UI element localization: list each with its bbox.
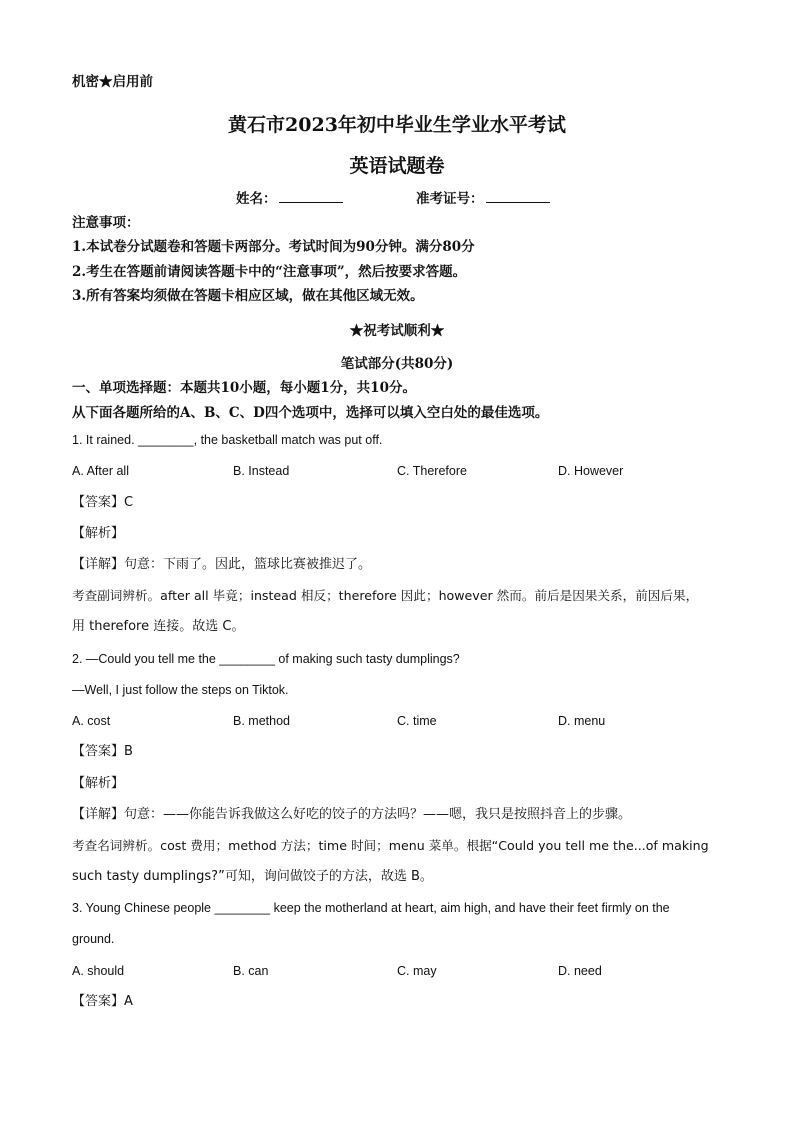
question-3-stem: 3. Young Chinese people ________ keep the motherland at heart, aim high, and have their feet firmly on the <box>72 901 670 915</box>
notice-heading: 注意事项： <box>72 215 140 231</box>
name-field <box>236 190 343 208</box>
question-2-stem: 2. —Could you tell me the ________ of making such tasty dumplings? <box>72 652 460 666</box>
question-1-option-c: C. Therefore <box>397 464 467 478</box>
notice-item: 3.所有答案均须做在答题卡相应区域，做在其他区域无效。 <box>72 288 424 304</box>
part1-heading: 一、单项选择题：本题共10小题，每小题1分，共10分。 <box>72 380 416 396</box>
question-1-stem: 1. It rained. ________, the basketball match was put off. <box>72 433 383 447</box>
question-1-analysis-label: 【解析】 <box>72 526 125 541</box>
question-2-option-b: B. method <box>233 714 290 728</box>
question-3-answer: 【答案】A <box>72 994 133 1009</box>
exam-subtitle: 英语试题卷 <box>349 155 445 177</box>
part1-instruction: 从下面各题所给的A、B、C、D四个选项中，选择可以填入空白处的最佳选项。 <box>72 405 549 421</box>
question-1-option-b: B. Instead <box>233 464 290 478</box>
question-2-option-d: D. menu <box>558 714 606 728</box>
id-field <box>416 190 550 208</box>
question-2-answer: 【答案】B <box>72 744 133 759</box>
question-2-option-c: C. time <box>397 714 437 728</box>
good-luck-wish: ★祝考试顺利★ <box>349 323 445 339</box>
id-label: 准考证号： <box>416 191 484 207</box>
question-1-option-a: A. After all <box>72 464 129 478</box>
question-1-detail: 【详解】句意：下雨了。因此，篮球比赛被推迟了。 <box>72 557 372 572</box>
name-label: 姓名： <box>236 191 277 207</box>
exam-title: 黄石市2023年初中毕业生学业水平考试 <box>228 114 566 136</box>
confidential-label: 机密★启用前 <box>72 74 153 90</box>
question-2-analysis-label: 【解析】 <box>72 776 125 791</box>
question-2-detail: 考查名词辨析。cost 费用；method 方法；time 时间；menu 菜单。根据“Could you tell me the...of making <box>72 838 709 853</box>
notice-item: 2.考生在答题前请阅读答题卡中的“注意事项”，然后按要求答题。 <box>72 264 467 280</box>
question-3-stem-cont: ground. <box>72 932 115 946</box>
question-1-detail: 考查副词辨析。after all 毕竟；instead 相反；therefore 因此；however 然而。前后是因果关系，前因后果， <box>72 588 699 603</box>
question-3-option-b: B. can <box>233 964 269 978</box>
name-blank <box>279 190 343 203</box>
question-3-option-a: A. should <box>72 964 125 978</box>
question-2-detail: 【详解】句意：——你能告诉我做这么好吃的饺子的方法吗？——嗯，我只是按照抖音上的步骤。 <box>72 807 632 822</box>
question-1-detail: 用 therefore 连接。故选 C。 <box>72 619 245 634</box>
id-blank <box>486 190 550 203</box>
question-3-option-c: C. may <box>397 964 437 978</box>
question-3-option-d: D. need <box>558 964 602 978</box>
question-1-option-d: D. However <box>558 464 624 478</box>
written-section-title: 笔试部分(共80分) <box>340 356 454 372</box>
question-1-answer: 【答案】C <box>72 495 134 510</box>
question-2-stem-reply: —Well, I just follow the steps on Tiktok. <box>72 683 289 697</box>
question-2-option-a: A. cost <box>72 714 111 728</box>
question-2-detail: such tasty dumplings?”可知，询问做饺子的方法，故选 B。 <box>72 869 433 884</box>
notice-item: 1.本试卷分试题卷和答题卡两部分。考试时间为90分钟。满分80分 <box>72 239 475 255</box>
